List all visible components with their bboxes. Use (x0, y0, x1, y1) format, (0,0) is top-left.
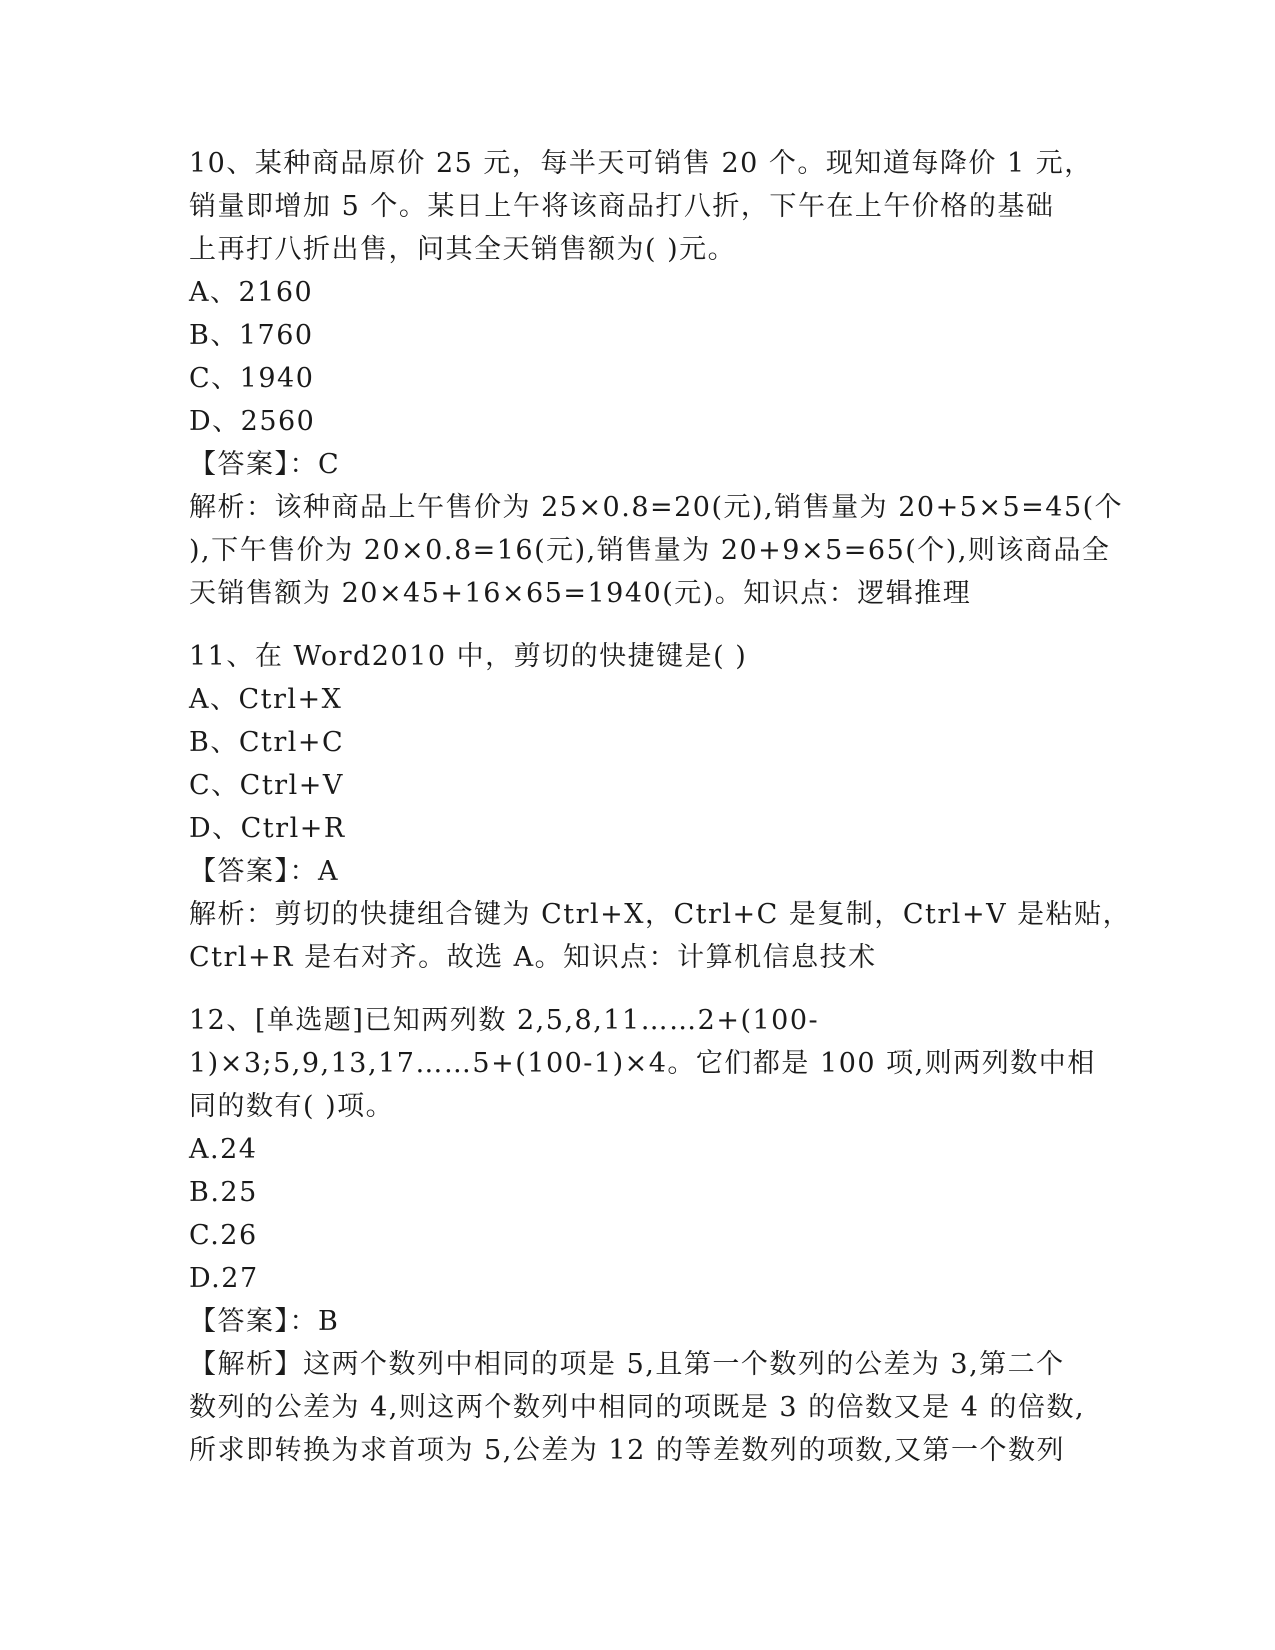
answer-line: 【答案】：A (189, 856, 339, 887)
option-d: D.27 (189, 1263, 259, 1294)
document-page (189, 142, 1132, 1472)
question-spacer (189, 615, 1089, 635)
question-stem-line: 上再打八折出售，问其全天销售额为( )元。 (189, 234, 737, 265)
question-12 (189, 999, 1096, 1472)
question-stem-line: 11、在 Word2010 中，剪切的快捷键是( ) (189, 641, 748, 672)
analysis-line: 数列的公差为 4,则这两个数列中相同的项既是 3 的倍数又是 4 的倍数, (189, 1392, 1086, 1423)
question-11 (189, 635, 1132, 979)
question-spacer (189, 979, 1089, 999)
question-stem-line: 1)×3;5,9,13,17……5+(100-1)×4。它们都是 100 项,则两列数中相 (189, 1048, 1096, 1079)
option-b: B.25 (189, 1177, 258, 1208)
option-d: D、Ctrl+R (189, 813, 346, 844)
question-stem-line: 同的数有( )项。 (189, 1091, 395, 1122)
option-a: A、2160 (189, 277, 314, 308)
analysis-line: 解析：该种商品上午售价为 25×0.8=20(元),销售量为 20+5×5=45(个 (189, 492, 1124, 523)
option-a: A.24 (189, 1134, 258, 1165)
option-c: C.26 (189, 1220, 258, 1251)
question-10 (189, 142, 1124, 615)
analysis-line: 所求即转换为求首项为 5,公差为 12 的等差数列的项数,又第一个数列 (189, 1435, 1065, 1466)
question-stem-line: 10、某种商品原价 25 元，每半天可销售 20 个。现知道每降价 1 元， (189, 148, 1093, 179)
analysis-line: ),下午售价为 20×0.8=16(元),销售量为 20+9×5=65(个),则该商品全 (189, 535, 1111, 566)
analysis-line: 【解析】这两个数列中相同的项是 5,且第一个数列的公差为 3,第二个 (189, 1349, 1065, 1380)
analysis-line: Ctrl+R 是右对齐。故选 A。知识点：计算机信息技术 (189, 942, 877, 973)
analysis-line: 解析：剪切的快捷组合键为 Ctrl+X，Ctrl+C 是复制，Ctrl+V 是粘贴， (189, 899, 1132, 930)
option-c: C、1940 (189, 363, 315, 394)
option-d: D、2560 (189, 406, 316, 437)
option-a: A、Ctrl+X (189, 684, 343, 715)
question-stem-line: 销量即增加 5 个。某日上午将该商品打八折，下午在上午价格的基础 (189, 191, 1055, 222)
analysis-line: 天销售额为 20×45+16×65=1940(元)。知识点：逻辑推理 (189, 578, 972, 609)
option-c: C、Ctrl+V (189, 770, 344, 801)
answer-line: 【答案】：B (189, 1306, 340, 1337)
option-b: B、1760 (189, 320, 314, 351)
question-stem-line: 12、[单选题]已知两列数 2,5,8,11……2+(100- (189, 1005, 820, 1036)
answer-line: 【答案】：C (189, 449, 341, 480)
option-b: B、Ctrl+C (189, 727, 345, 758)
